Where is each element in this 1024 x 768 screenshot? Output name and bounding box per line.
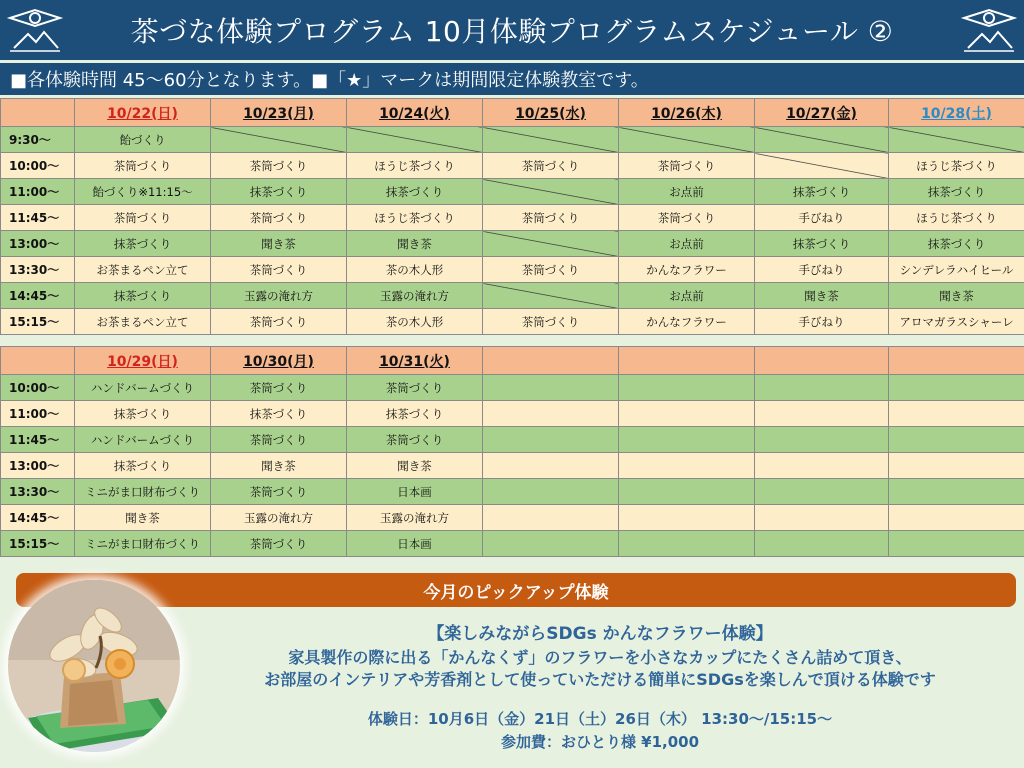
title-bar — [0, 0, 1024, 60]
empty-cell — [619, 479, 755, 505]
schedule-row — [1, 505, 1024, 531]
date-label: 10/23(月) — [243, 105, 314, 122]
session-cell: 抹茶づくり — [75, 283, 211, 309]
empty-cell — [755, 531, 889, 557]
corner-cell — [1, 347, 75, 375]
empty-cell — [755, 453, 889, 479]
date-header — [755, 347, 889, 375]
date-header — [211, 99, 347, 127]
corner-cell — [1, 99, 75, 127]
schedule-row — [1, 531, 1024, 557]
session-cell: シンデレラハイヒール — [889, 257, 1024, 283]
date-label: 10/29(日) — [107, 353, 178, 370]
empty-cell — [483, 531, 619, 557]
session-cell: 茶筒づくり — [211, 427, 347, 453]
session-cell: 茶筒づくり — [619, 153, 755, 179]
empty-cell — [619, 375, 755, 401]
time-cell: 14:45～ — [1, 283, 75, 309]
date-label: 10/25(水) — [515, 105, 586, 122]
session-cell: ミニがま口財布づくり — [75, 479, 211, 505]
no-session-cell — [483, 127, 619, 153]
session-cell: 茶筒づくり — [347, 427, 483, 453]
empty-cell — [619, 531, 755, 557]
time-cell: 14:45～ — [1, 505, 75, 531]
session-cell: 飴づくり — [75, 127, 211, 153]
schedule-row — [1, 257, 1024, 283]
session-cell: 聞き茶 — [75, 505, 211, 531]
date-header — [889, 99, 1024, 127]
pickup-description-line-1: 家具製作の際に出る「かんなくず」のフラワーを小さなカップにたくさん詰めて頂き、 — [288, 648, 912, 667]
no-session-cell — [483, 283, 619, 309]
session-cell: 茶筒づくり — [211, 309, 347, 335]
date-label: 10/22(日) — [107, 105, 178, 122]
notice-bar: ■各体験時間 45～60分となります。■「★」マークは期間限定体験教室です。 — [0, 63, 1024, 95]
schedule-row — [1, 179, 1024, 205]
empty-cell — [619, 453, 755, 479]
date-label: 10/31(火) — [379, 353, 450, 370]
session-cell: 茶筒づくり — [211, 531, 347, 557]
schedule-row — [1, 231, 1024, 257]
empty-cell — [889, 531, 1024, 557]
no-session-cell — [483, 231, 619, 257]
date-header — [347, 99, 483, 127]
session-cell: 茶筒づくり — [483, 257, 619, 283]
chazuna-logo-icon — [960, 4, 1018, 56]
time-cell: 11:45～ — [1, 205, 75, 231]
empty-cell — [483, 401, 619, 427]
schedule-row — [1, 205, 1024, 231]
schedule-row — [1, 453, 1024, 479]
empty-cell — [889, 479, 1024, 505]
empty-cell — [483, 479, 619, 505]
no-session-cell — [483, 179, 619, 205]
session-cell: アロマガラスシャーレ — [889, 309, 1024, 335]
empty-cell — [619, 505, 755, 531]
empty-cell — [483, 427, 619, 453]
session-cell: 聞き茶 — [211, 453, 347, 479]
session-cell: 茶筒づくり — [211, 153, 347, 179]
empty-cell — [755, 375, 889, 401]
time-cell: 13:30～ — [1, 479, 75, 505]
empty-cell — [619, 401, 755, 427]
schedule-table-2 — [0, 346, 1024, 557]
session-cell: かんなフラワー — [619, 309, 755, 335]
no-session-cell — [889, 127, 1024, 153]
empty-cell — [755, 401, 889, 427]
pickup-title: 【楽しみながらSDGs かんなフラワー体験】 — [427, 624, 773, 644]
no-session-cell — [619, 127, 755, 153]
empty-cell — [755, 427, 889, 453]
session-cell: ほうじ茶づくり — [347, 205, 483, 231]
session-cell: 抹茶づくり — [75, 231, 211, 257]
no-session-cell — [347, 127, 483, 153]
session-cell: 茶筒づくり — [483, 153, 619, 179]
schedule-table-1 — [0, 98, 1024, 335]
date-header — [347, 347, 483, 375]
date-label: 10/26(木) — [651, 105, 722, 122]
session-cell: 手びねり — [755, 309, 889, 335]
session-cell: 日本画 — [347, 531, 483, 557]
session-cell: お点前 — [619, 231, 755, 257]
session-cell: 茶筒づくり — [211, 375, 347, 401]
empty-cell — [483, 505, 619, 531]
session-cell: 聞き茶 — [755, 283, 889, 309]
session-cell: 茶筒づくり — [483, 205, 619, 231]
date-header — [211, 347, 347, 375]
session-cell: 抹茶づくり — [347, 179, 483, 205]
session-cell: 玉露の淹れ方 — [347, 505, 483, 531]
date-header — [619, 347, 755, 375]
session-cell: 茶の木人形 — [347, 257, 483, 283]
date-header — [755, 99, 889, 127]
time-cell: 9:30～ — [1, 127, 75, 153]
no-session-cell — [755, 153, 889, 179]
date-header-row — [1, 99, 1024, 127]
schedule-row — [1, 153, 1024, 179]
session-cell: お茶まるペン立て — [75, 257, 211, 283]
session-cell: 玉露の淹れ方 — [347, 283, 483, 309]
empty-cell — [619, 427, 755, 453]
empty-cell — [755, 479, 889, 505]
session-cell: 聞き茶 — [889, 283, 1024, 309]
session-cell: お点前 — [619, 179, 755, 205]
session-cell: ハンドバームづくり — [75, 375, 211, 401]
session-cell: 手びねり — [755, 205, 889, 231]
empty-cell — [889, 375, 1024, 401]
session-cell: 抹茶づくり — [75, 453, 211, 479]
session-cell: 茶筒づくり — [211, 205, 347, 231]
session-cell: 茶筒づくり — [75, 153, 211, 179]
session-cell: ほうじ茶づくり — [889, 205, 1024, 231]
no-session-cell — [755, 127, 889, 153]
session-cell: 抹茶づくり — [755, 231, 889, 257]
pickup-dates: 体験日：10月6日（金）21日（土）26日（木） 13:30～/15:15～ — [367, 710, 833, 728]
time-cell: 13:00～ — [1, 231, 75, 257]
session-cell: 抹茶づくり — [211, 401, 347, 427]
session-cell: 抹茶づくり — [75, 401, 211, 427]
schedule-row — [1, 283, 1024, 309]
date-header — [483, 99, 619, 127]
session-cell: 飴づくり※11:15～ — [75, 179, 211, 205]
time-cell: 10:00～ — [1, 375, 75, 401]
date-header — [75, 347, 211, 375]
session-cell: 聞き茶 — [347, 231, 483, 257]
schedule-row — [1, 375, 1024, 401]
session-cell: ほうじ茶づくり — [889, 153, 1024, 179]
pickup-fee: 参加費：おひとり様 ¥1,000 — [500, 733, 700, 751]
session-cell: 茶の木人形 — [347, 309, 483, 335]
session-cell: 抹茶づくり — [889, 179, 1024, 205]
session-cell: 抹茶づくり — [889, 231, 1024, 257]
date-header — [889, 347, 1024, 375]
session-cell: 抹茶づくり — [347, 401, 483, 427]
session-cell: お茶まるペン立て — [75, 309, 211, 335]
session-cell: 抹茶づくり — [755, 179, 889, 205]
session-cell: 茶筒づくり — [211, 257, 347, 283]
schedule-row — [1, 127, 1024, 153]
time-cell: 15:15～ — [1, 531, 75, 557]
time-cell: 13:00～ — [1, 453, 75, 479]
time-cell: 10:00～ — [1, 153, 75, 179]
session-cell: かんなフラワー — [619, 257, 755, 283]
empty-cell — [889, 401, 1024, 427]
session-cell: 玉露の淹れ方 — [211, 505, 347, 531]
date-label: 10/30(月) — [243, 353, 314, 370]
page-title: 茶づな体験プログラム 10月体験プログラムスケジュール ② — [130, 15, 894, 48]
schedule-row — [1, 427, 1024, 453]
session-cell: ハンドバームづくり — [75, 427, 211, 453]
empty-cell — [483, 375, 619, 401]
kanna-flower-photo — [8, 580, 180, 752]
session-cell: 聞き茶 — [211, 231, 347, 257]
session-cell: 茶筒づくり — [619, 205, 755, 231]
empty-cell — [483, 453, 619, 479]
empty-cell — [889, 505, 1024, 531]
session-cell: 茶筒づくり — [211, 479, 347, 505]
empty-cell — [889, 427, 1024, 453]
session-cell: ほうじ茶づくり — [347, 153, 483, 179]
no-session-cell — [211, 127, 347, 153]
date-header — [75, 99, 211, 127]
time-cell: 11:00～ — [1, 179, 75, 205]
date-label: 10/28(土) — [921, 105, 992, 122]
session-cell: 抹茶づくり — [211, 179, 347, 205]
session-cell: 玉露の淹れ方 — [211, 283, 347, 309]
date-header-row — [1, 347, 1024, 375]
session-cell: 茶筒づくり — [347, 375, 483, 401]
date-label: 10/27(金) — [786, 105, 857, 122]
time-cell: 13:30～ — [1, 257, 75, 283]
session-cell: 日本画 — [347, 479, 483, 505]
date-header — [483, 347, 619, 375]
time-cell: 11:45～ — [1, 427, 75, 453]
pickup-heading: 今月のピックアップ体験 — [16, 573, 1016, 607]
session-cell: 茶筒づくり — [483, 309, 619, 335]
session-cell: お点前 — [619, 283, 755, 309]
date-header — [619, 99, 755, 127]
pickup-description-line-2: お部屋のインテリアや芳香剤として使っていただける簡単にSDGsを楽しんで頂ける体験です — [264, 670, 936, 689]
schedule-row — [1, 309, 1024, 335]
empty-cell — [889, 453, 1024, 479]
time-cell: 11:00～ — [1, 401, 75, 427]
date-label: 10/24(火) — [379, 105, 450, 122]
session-cell: 茶筒づくり — [75, 205, 211, 231]
session-cell: 聞き茶 — [347, 453, 483, 479]
schedule-row — [1, 401, 1024, 427]
empty-cell — [755, 505, 889, 531]
schedule-row — [1, 479, 1024, 505]
session-cell: ミニがま口財布づくり — [75, 531, 211, 557]
chazuna-logo-icon — [6, 4, 64, 56]
session-cell: 手びねり — [755, 257, 889, 283]
time-cell: 15:15～ — [1, 309, 75, 335]
